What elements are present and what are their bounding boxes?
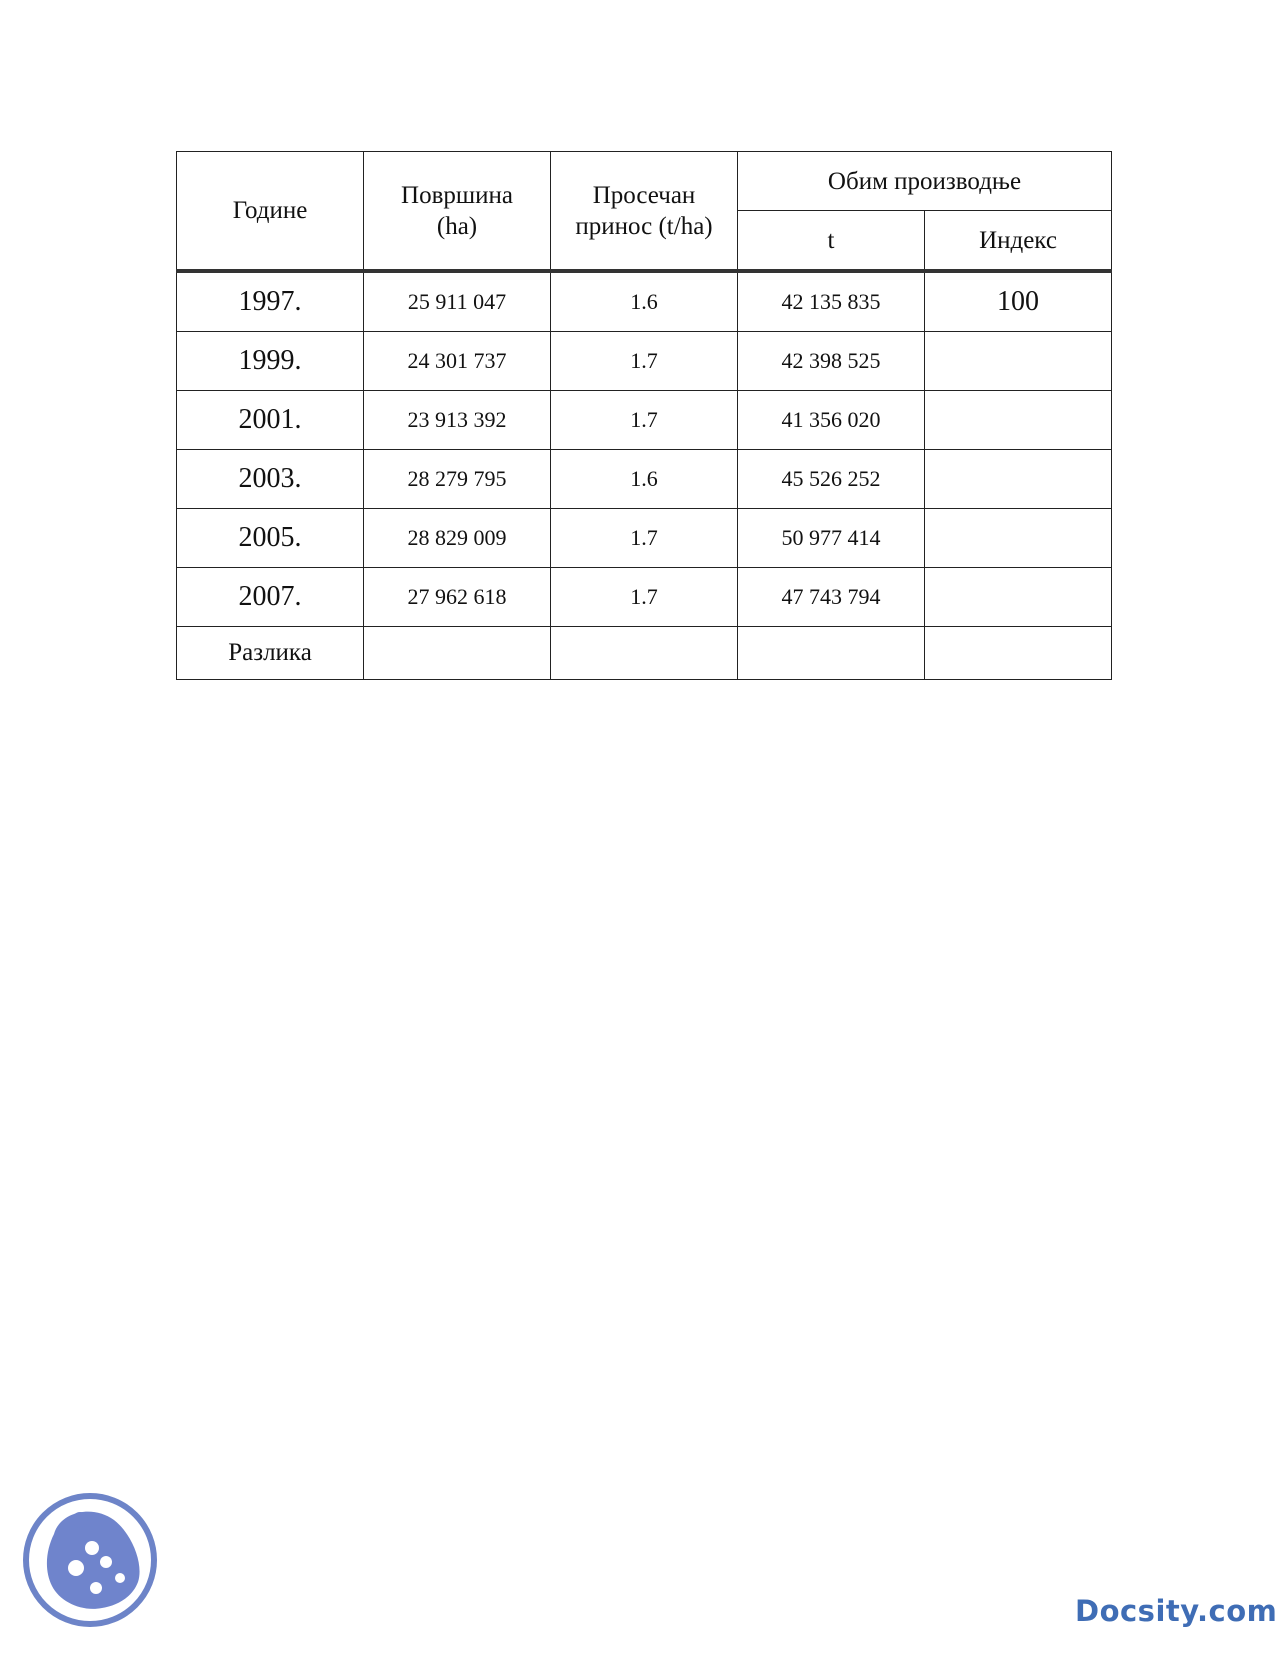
- production-table-wrapper: [176, 151, 1111, 680]
- index-cell: [925, 568, 1112, 627]
- yield-cell: 1.6: [551, 271, 738, 332]
- year-cell: 1997.: [177, 271, 364, 332]
- yield-cell: 1.7: [551, 509, 738, 568]
- difference-label: Разлика: [177, 627, 364, 680]
- table-row: [177, 332, 1112, 391]
- difference-yield-cell: [551, 627, 738, 680]
- area-cell: 27 962 618: [364, 568, 551, 627]
- production-table: [176, 151, 1112, 680]
- table-row: [177, 509, 1112, 568]
- volume-t-cell: 45 526 252: [738, 450, 925, 509]
- difference-row: [177, 627, 1112, 680]
- header-volume: Обим производње: [738, 152, 1112, 211]
- header-volume-t: t: [738, 211, 925, 272]
- index-cell: 100: [925, 271, 1112, 332]
- difference-index-cell: [925, 627, 1112, 680]
- table-row: [177, 271, 1112, 332]
- area-cell: 25 911 047: [364, 271, 551, 332]
- header-yield: Просечан принос (t/ha): [551, 152, 738, 272]
- volume-t-cell: 47 743 794: [738, 568, 925, 627]
- yield-cell: 1.7: [551, 568, 738, 627]
- yield-cell: 1.6: [551, 450, 738, 509]
- year-cell: 1999.: [177, 332, 364, 391]
- area-cell: 24 301 737: [364, 332, 551, 391]
- header-area: Површина (ha): [364, 152, 551, 272]
- index-cell: [925, 391, 1112, 450]
- volume-t-cell: 42 398 525: [738, 332, 925, 391]
- index-cell: [925, 509, 1112, 568]
- header-years: Године: [177, 152, 364, 272]
- year-cell: 2003.: [177, 450, 364, 509]
- volume-t-cell: 41 356 020: [738, 391, 925, 450]
- difference-area-cell: [364, 627, 551, 680]
- index-cell: [925, 450, 1112, 509]
- area-cell: 23 913 392: [364, 391, 551, 450]
- table-row: [177, 391, 1112, 450]
- area-cell: 28 279 795: [364, 450, 551, 509]
- docsity-logo-graphic: [20, 1490, 160, 1630]
- volume-t-cell: 42 135 835: [738, 271, 925, 332]
- year-cell: 2007.: [177, 568, 364, 627]
- docsity-brand-link[interactable]: Docsity.com: [1075, 1594, 1278, 1628]
- table-row: [177, 450, 1112, 509]
- yield-cell: 1.7: [551, 391, 738, 450]
- yield-cell: 1.7: [551, 332, 738, 391]
- area-cell: 28 829 009: [364, 509, 551, 568]
- header-volume-index: Индекс: [925, 211, 1112, 272]
- table-row: [177, 568, 1112, 627]
- index-cell: [925, 332, 1112, 391]
- year-cell: 2005.: [177, 509, 364, 568]
- year-cell: 2001.: [177, 391, 364, 450]
- volume-t-cell: 50 977 414: [738, 509, 925, 568]
- docsity-logo-icon[interactable]: [20, 1490, 160, 1630]
- difference-volume-t-cell: [738, 627, 925, 680]
